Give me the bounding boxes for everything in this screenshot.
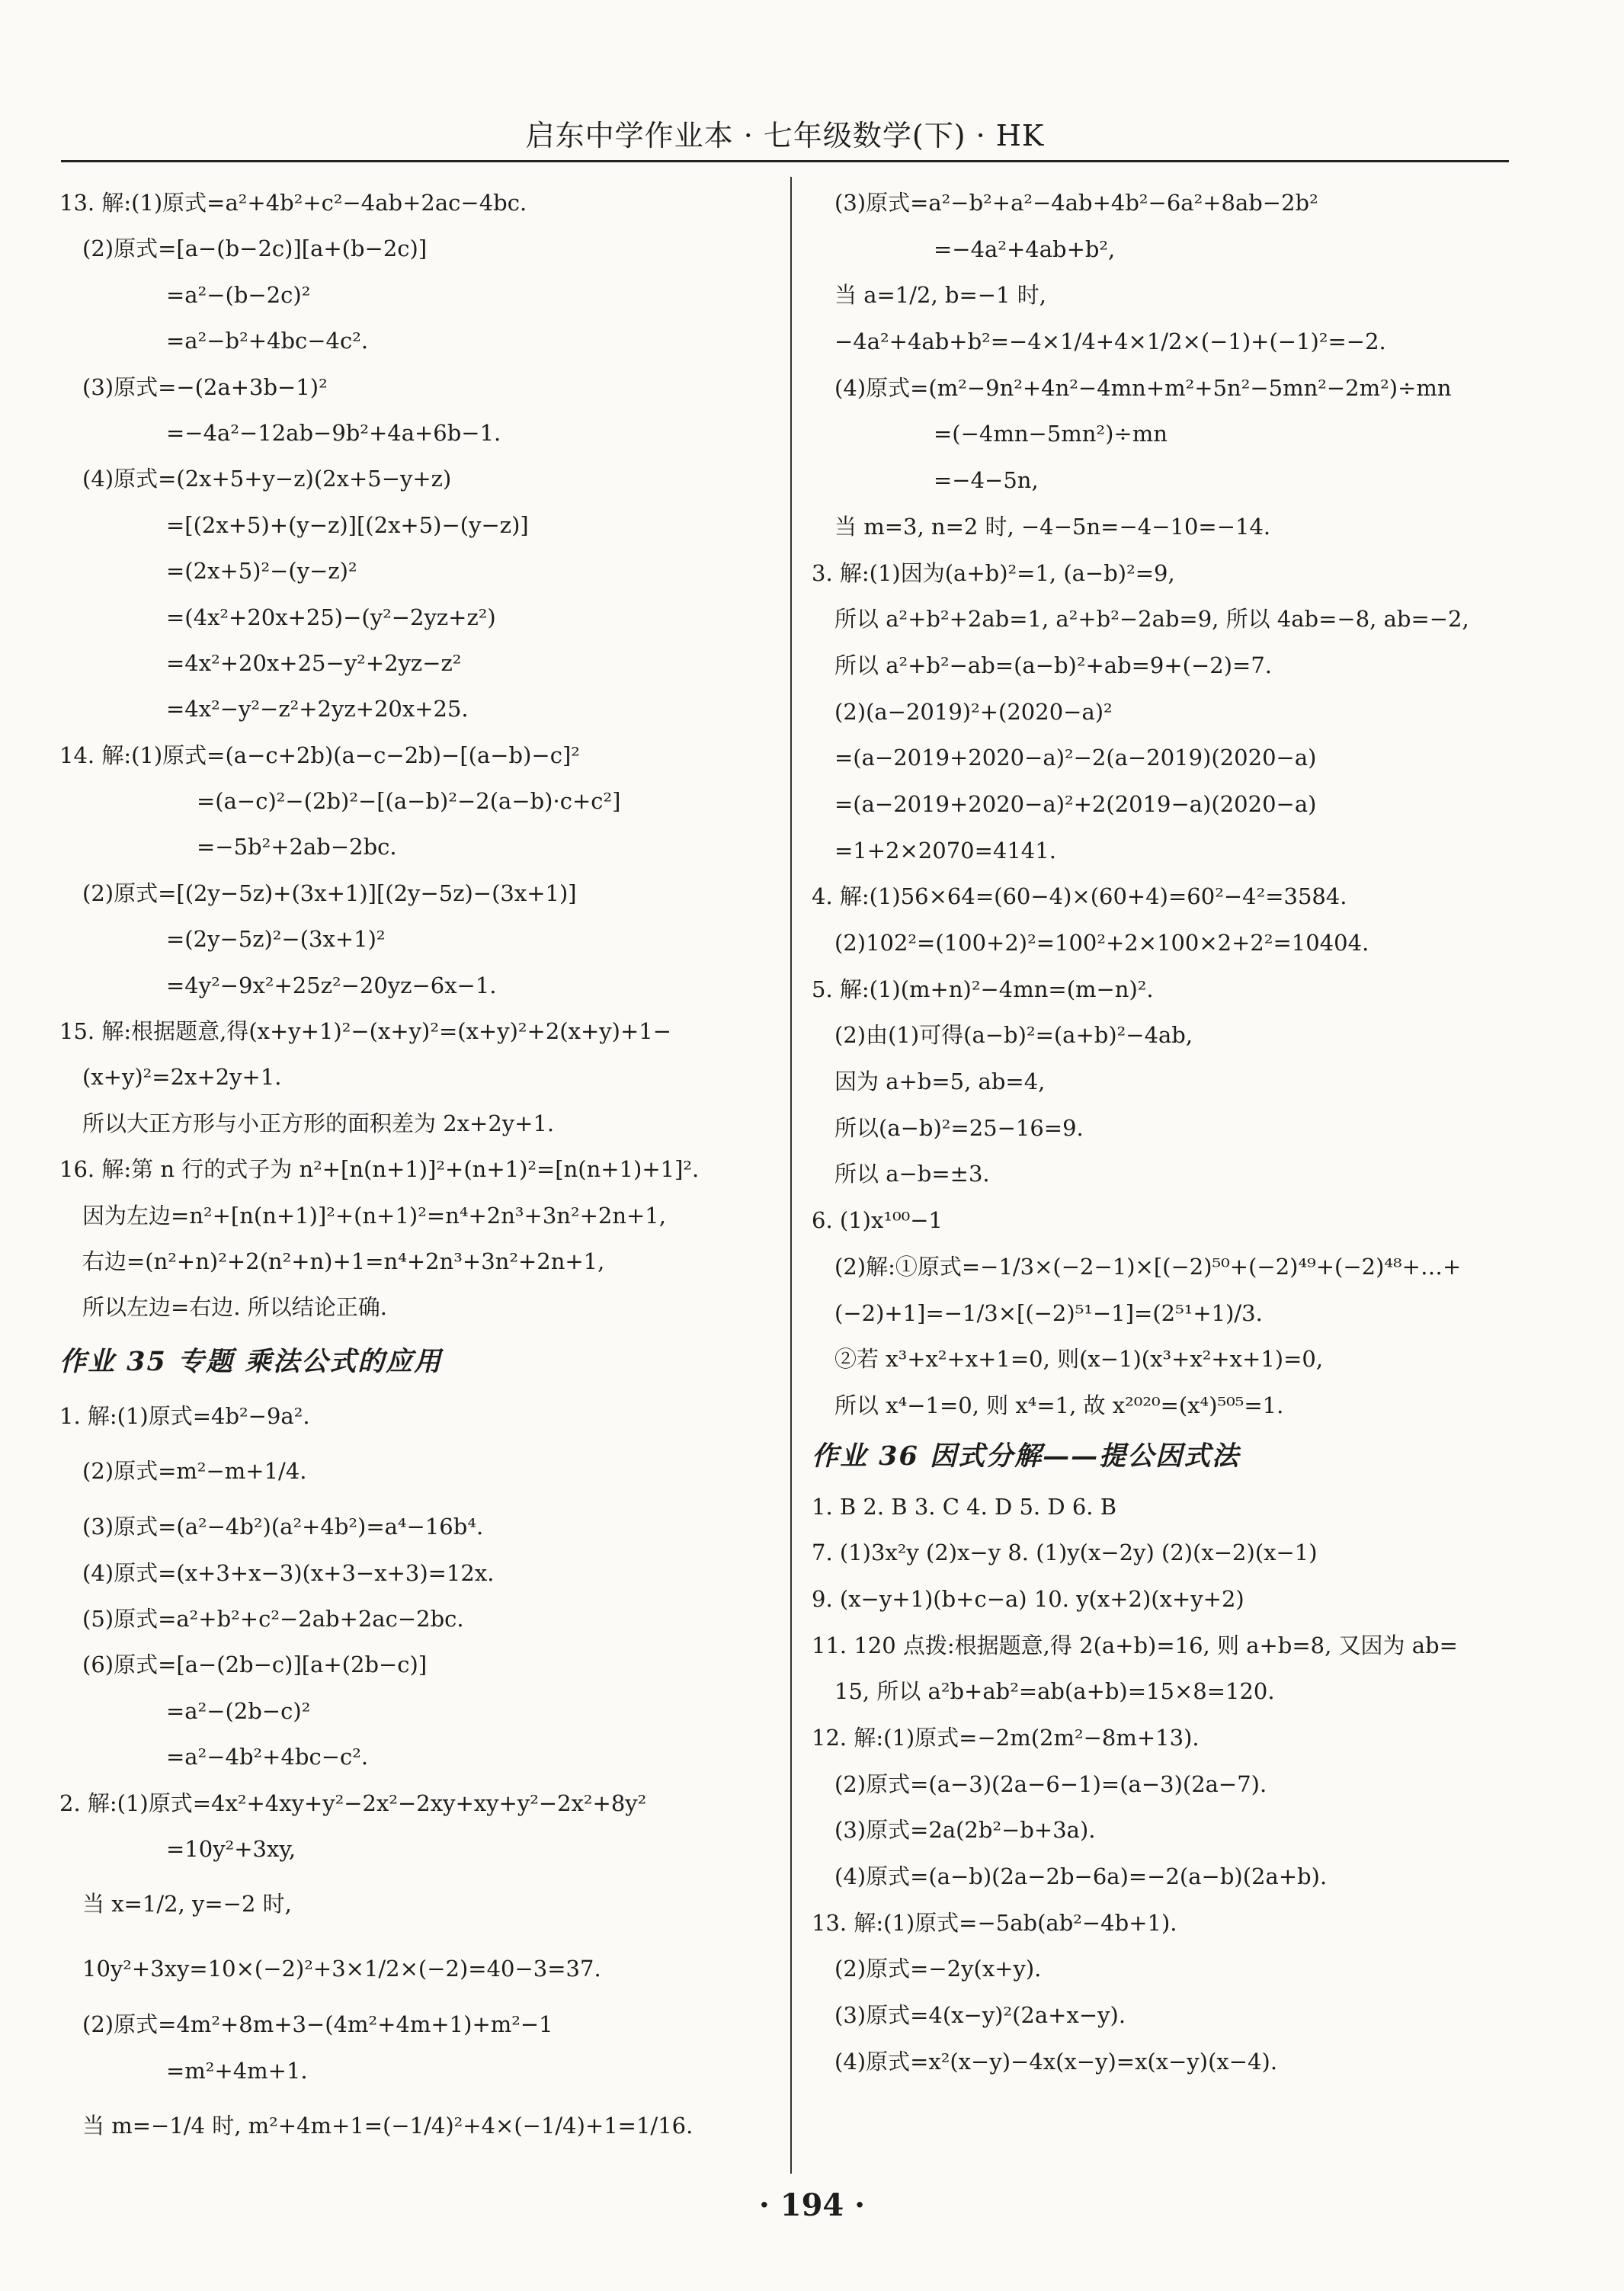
left-solution-line: (3)原式=(a²−4b²)(a²+4b²)=a⁴−16b⁴. [82, 1514, 484, 1540]
right-solution-line: 7. (1)3x²y (2)x−y 8. (1)y(x−2y) (2)(x−2)(x−1) [812, 1540, 1318, 1566]
left-solution-line: =(2x+5)²−(y−z)² [166, 558, 357, 585]
left-solution-line: =4x²+20x+25−y²+2yz−z² [166, 649, 462, 676]
left-solution-line: 所以左边=右边. 所以结论正确. [82, 1294, 387, 1321]
right-solution-line: (3)原式=a²−b²+a²−4ab+4b²−6a²+8ab−2b² [834, 190, 1318, 216]
right-solution-line: =1+2×2070=4141. [834, 837, 1056, 864]
left-solution-line: 15. 解:根据题意,得(x+y+1)²−(x+y)²=(x+y)²+2(x+y)+1− [59, 1018, 672, 1045]
right-solution-line: 所以 x⁴−1=0, 则 x⁴=1, 故 x²⁰²⁰=(x⁴)⁵⁰⁵=1. [834, 1392, 1284, 1418]
left-solution-line: =−4a²−12ab−9b²+4a+6b−1. [166, 419, 501, 446]
right-solution-line: −4a²+4ab+b²=−4×1/4+4×1/2×(−1)+(−1)²=−2. [834, 328, 1386, 355]
right-solution-line: =(a−2019+2020−a)²−2(a−2019)(2020−a) [834, 745, 1317, 771]
left-solution-line: =a²−(b−2c)² [166, 281, 311, 308]
right-solution-line: (2)原式=(a−3)(2a−6−1)=(a−3)(2a−7). [834, 1770, 1267, 1797]
left-solution-line: 16. 解:第 n 行的式子为 n²+[n(n+1)]²+(n+1)²=[n(n+1)+1]². [59, 1156, 700, 1183]
left-solution-line: 13. 解:(1)原式=a²+4b²+c²−4ab+2ac−4bc. [59, 190, 527, 216]
left-solution-line: 因为左边=n²+[n(n+1)]²+(n+1)²=n⁴+2n³+3n²+2n+1, [82, 1202, 666, 1229]
header-title: 启东中学作业本 · 七年级数学(下) · HK [525, 119, 1045, 152]
right-solution-line: 6. (1)x¹⁰⁰−1 [812, 1207, 943, 1234]
right-solution-line: (2)解:①原式=−1/3×(−2−1)×[(−2)⁵⁰+(−2)⁴⁹+(−2)⁴⁸+…+ [834, 1253, 1462, 1280]
right-solution-line: (−2)+1]=−1/3×[(−2)⁵¹−1]=(2⁵¹+1)/3. [834, 1299, 1263, 1326]
right-solution-line: 所以(a−b)²=25−16=9. [834, 1114, 1084, 1141]
left-solution-line: 当 x=1/2, y=−2 时, [82, 1891, 292, 1918]
right-solution-line: 所以 a²+b²−ab=(a−b)²+ab=9+(−2)=7. [834, 652, 1273, 678]
right-solution-line: (4)原式=(m²−9n²+4n²−4mn+m²+5n²−5mn²−2m²)÷mn [834, 374, 1452, 401]
left-solution-line: 所以大正方形与小正方形的面积差为 2x+2y+1. [82, 1110, 555, 1136]
right-section-heading: 作业 36 因式分解——提公因式法 [812, 1440, 1241, 1472]
right-solution-line: 所以 a−b=±3. [834, 1161, 990, 1187]
left-solution-line: (6)原式=[a−(2b−c)][a+(2b−c)] [82, 1652, 428, 1678]
right-solution-line: =(−4mn−5mn²)÷mn [934, 421, 1168, 447]
left-solution-line: 当 m=−1/4 时, m²+4m+1=(−1/4)²+4×(−1/4)+1=1/16. [82, 2113, 693, 2139]
left-solution-line: =a²−b²+4bc−4c². [166, 328, 369, 354]
left-solution-line: (2)原式=[a−(b−2c)][a+(b−2c)] [82, 236, 428, 262]
left-solution-line: 14. 解:(1)原式=(a−c+2b)(a−c−2b)−[(a−b)−c]² [59, 742, 580, 768]
right-solution-line: =−4a²+4ab+b², [934, 236, 1116, 262]
right-column [812, 180, 1520, 2085]
left-solution-line: (2)原式=4m²+8m+3−(4m²+4m+1)+m²−1 [82, 2011, 553, 2038]
left-column [59, 180, 776, 2158]
left-solution-line: (2)原式=m²−m+1/4. [82, 1458, 307, 1485]
left-solution-line: =a²−(2b−c)² [166, 1697, 311, 1724]
right-solution-line: (2)102²=(100+2)²=100²+2×100×2+2²=10404. [834, 930, 1369, 956]
left-solution-line: =(4x²+20x+25)−(y²−2yz+z²) [166, 604, 496, 630]
right-solution-line: 3. 解:(1)因为(a+b)²=1, (a−b)²=9, [812, 559, 1175, 586]
page-number: · 194 · [758, 2187, 866, 2223]
left-solution-line: (x+y)²=2x+2y+1. [82, 1064, 282, 1091]
left-solution-line: 右边=(n²+n)²+2(n²+n)+1=n⁴+2n³+3n²+2n+1, [82, 1248, 605, 1274]
left-solution-line: =[(2x+5)+(y−z)][(2x+5)−(y−z)] [166, 511, 529, 538]
left-section-heading: 作业 35 专题 乘法公式的应用 [59, 1345, 443, 1377]
right-solution-line: =(a−2019+2020−a)²+2(2019−a)(2020−a) [834, 790, 1317, 817]
right-solution-line: 13. 解:(1)原式=−5ab(ab²−4b+1). [812, 1909, 1177, 1936]
right-solution-line: 当 a=1/2, b=−1 时, [834, 282, 1046, 309]
left-solution-line: (4)原式=(x+3+x−3)(x+3−x+3)=12x. [82, 1559, 495, 1586]
right-solution-line: 4. 解:(1)56×64=(60−4)×(60+4)=60²−4²=3584. [812, 883, 1347, 910]
right-solution-line: (2)由(1)可得(a−b)²=(a+b)²−4ab, [834, 1022, 1193, 1049]
left-solution-line: =a²−4b²+4bc−c². [166, 1744, 369, 1770]
right-solution-line: (2)(a−2019)²+(2020−a)² [834, 698, 1113, 725]
right-solution-line: (3)原式=2a(2b²−b+3a). [834, 1817, 1096, 1844]
right-solution-line: 1. B 2. B 3. C 4. D 5. D 6. B [812, 1493, 1117, 1520]
page-header [61, 114, 1509, 162]
right-solution-line: 5. 解:(1)(m+n)²−4mn=(m−n)². [812, 976, 1154, 1002]
right-solution-line: =−4−5n, [934, 467, 1039, 494]
column-divider [790, 177, 792, 2174]
left-solution-line: (5)原式=a²+b²+c²−2ab+2ac−2bc. [82, 1605, 464, 1632]
right-solution-line: ②若 x³+x²+x+1=0, 则(x−1)(x³+x²+x+1)=0, [834, 1346, 1324, 1373]
left-solution-line: =(2y−5z)²−(3x+1)² [166, 926, 386, 953]
right-solution-line: (2)原式=−2y(x+y). [834, 1956, 1042, 1982]
left-solution-line: (4)原式=(2x+5+y−z)(2x+5−y+z) [82, 466, 452, 492]
left-solution-line: =−5b²+2ab−2bc. [197, 834, 397, 860]
left-solution-line: 10y²+3xy=10×(−2)²+3×1/2×(−2)=40−3=37. [82, 1956, 601, 1982]
left-solution-line: =10y²+3xy, [166, 1835, 296, 1862]
right-solution-line: 11. 120 点拨:根据题意,得 2(a+b)=16, 则 a+b=8, 又因为 ab= [812, 1632, 1458, 1658]
left-solution-line: (3)原式=−(2a+3b−1)² [82, 373, 328, 400]
right-solution-line: 所以 a²+b²+2ab=1, a²+b²−2ab=9, 所以 4ab=−8, ab=−2, [834, 606, 1469, 633]
left-solution-line: =m²+4m+1. [166, 2057, 308, 2084]
left-solution-line: =(a−c)²−(2b)²−[(a−b)²−2(a−b)·c+c²] [197, 788, 621, 815]
right-solution-line: (3)原式=4(x−y)²(2a+x−y). [834, 2002, 1126, 2029]
left-solution-line: =4x²−y²−z²+2yz+20x+25. [166, 696, 469, 723]
right-solution-line: 因为 a+b=5, ab=4, [834, 1069, 1046, 1095]
left-solution-line: 1. 解:(1)原式=4b²−9a². [59, 1402, 310, 1429]
left-solution-line: (2)原式=[(2y−5z)+(3x+1)][(2y−5z)−(3x+1)] [82, 880, 577, 906]
right-solution-line: 当 m=3, n=2 时, −4−5n=−4−10=−14. [834, 513, 1271, 540]
left-solution-line: =4y²−9x²+25z²−20yz−6x−1. [166, 972, 497, 998]
right-solution-line: (4)原式=x²(x−y)−4x(x−y)=x(x−y)(x−4). [834, 2048, 1278, 2075]
right-solution-line: 9. (x−y+1)(b+c−a) 10. y(x+2)(x+y+2) [812, 1585, 1244, 1612]
right-solution-line: 15, 所以 a²b+ab²=ab(a+b)=15×8=120. [834, 1678, 1275, 1705]
left-solution-line: 2. 解:(1)原式=4x²+4xy+y²−2x²−2xy+xy+y²−2x²+8y² [59, 1790, 647, 1816]
right-solution-line: (4)原式=(a−b)(2a−2b−6a)=−2(a−b)(2a+b). [834, 1863, 1328, 1890]
right-solution-line: 12. 解:(1)原式=−2m(2m²−8m+13). [812, 1725, 1200, 1751]
